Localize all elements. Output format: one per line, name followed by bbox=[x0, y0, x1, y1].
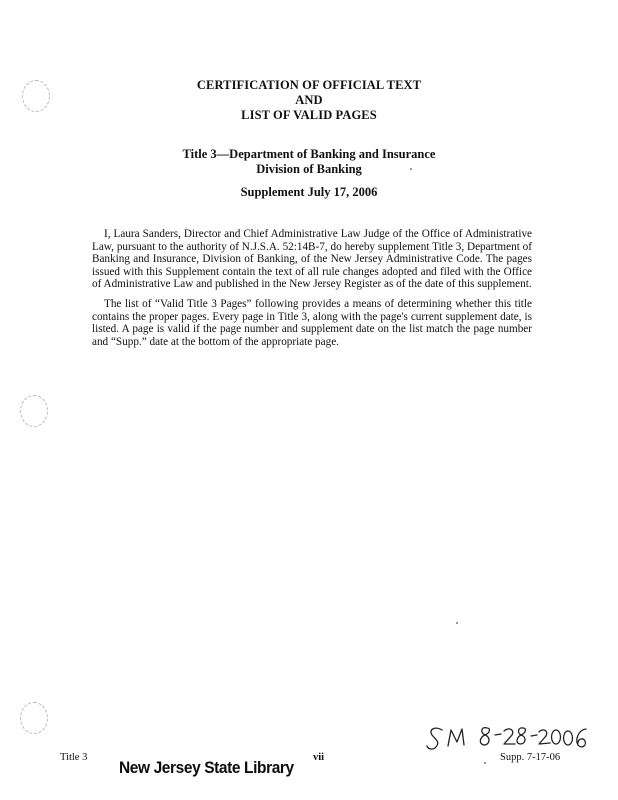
division-line: Division of Banking bbox=[256, 162, 362, 176]
scan-speck bbox=[456, 622, 458, 624]
certification-paragraph: I, Laura Sanders, Director and Chief Administrative Law Judge of the Office of Administrative Law, pursuant to the authority of N.J.S.A. 52:14B-7, do hereby supplement Title 3, Department of Banking and Insurance, Division of Banking, of the New Jersey Administrative Code. The pages issued with this Supplement contain the text of all rule changes adopted and filed with the Office of Administrative Law and published in the New Jersey Register as of the date of this supplement. bbox=[92, 228, 532, 291]
binder-hole-mark bbox=[20, 395, 48, 427]
heading-line-2: AND bbox=[295, 93, 323, 107]
valid-pages-paragraph: The list of “Valid Title 3 Pages” following provides a means of determining whether this title contains the proper pages. Every page in Title 3, along with the page's current supplement date, is listed. A page is valid if the page number and supplement date on the list match the page number and “Supp.” date at the bottom of the appropriate page. bbox=[92, 297, 532, 348]
certification-heading bbox=[0, 78, 618, 123]
body-text bbox=[92, 228, 532, 355]
heading-line-3: LIST OF VALID PAGES bbox=[241, 108, 377, 122]
title-subheading bbox=[0, 147, 618, 177]
footer-page-number: vii bbox=[313, 752, 325, 763]
library-stamp: New Jersey State Library bbox=[119, 759, 294, 778]
handwritten-note-drawing bbox=[424, 718, 594, 754]
heading-line-1: CERTIFICATION OF OFFICIAL TEXT bbox=[196, 78, 422, 92]
title-department-line: Title 3—Department of Banking and Insurance bbox=[182, 147, 436, 161]
binder-hole-mark bbox=[20, 702, 48, 734]
footer-supplement-date: Supp. 7-17-06 bbox=[500, 752, 561, 763]
footer-title-label: Title 3 bbox=[60, 752, 88, 763]
handwritten-note bbox=[424, 718, 594, 754]
supplement-date: Supplement July 17, 2006 bbox=[240, 185, 378, 199]
scan-speck bbox=[484, 762, 486, 764]
